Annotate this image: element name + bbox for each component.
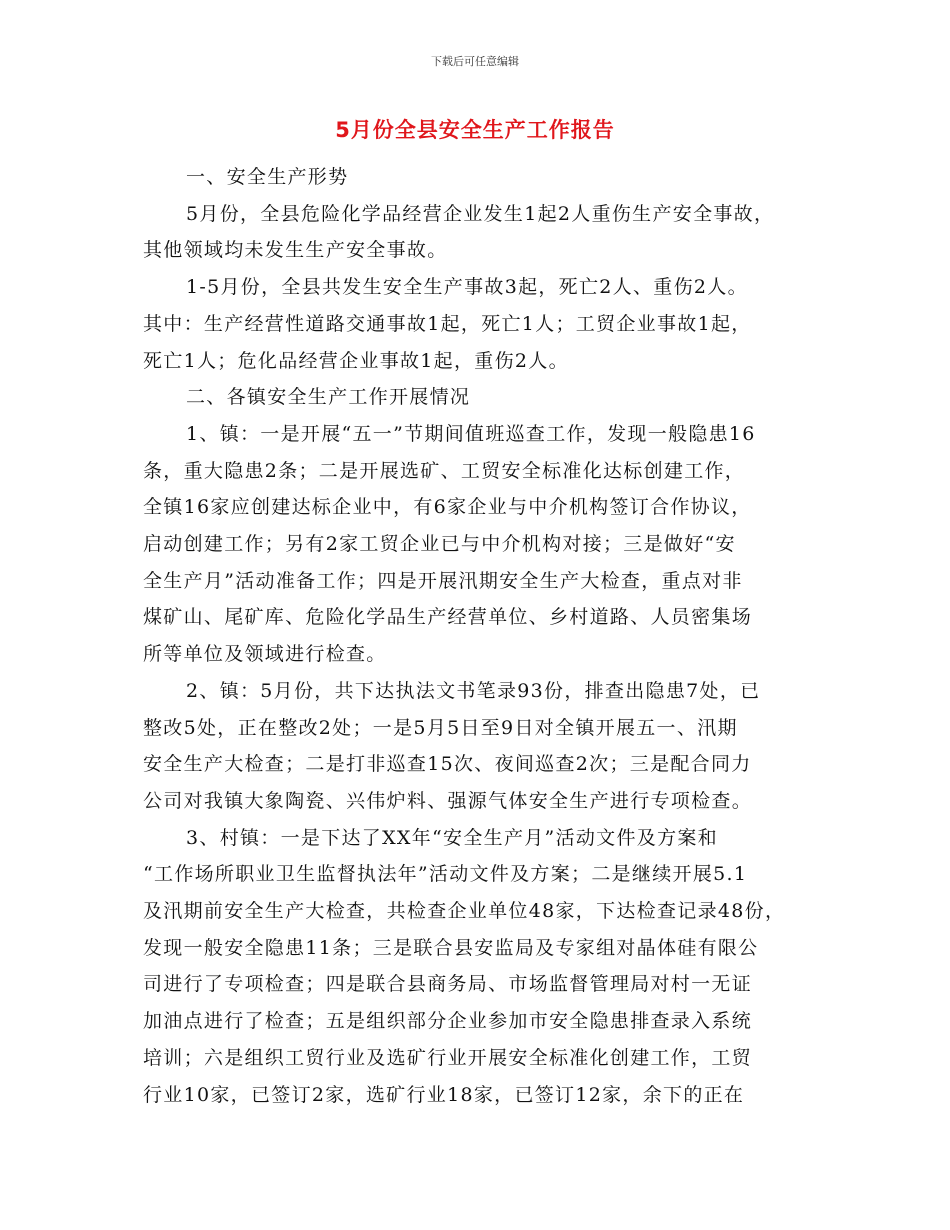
body-line: 加油点进行了检查；五是组织部分企业参加市安全隐患排查录入系统 (143, 1010, 753, 1033)
document-body (143, 159, 823, 1113)
body-line: 3、村镇：一是下达了XX年“安全生产月”活动文件及方案和 (186, 826, 718, 849)
body-line: 行业10家，已签订2家，选矿行业18家，已签订12家，余下的正在 (143, 1083, 745, 1106)
body-line: 全镇16家应创建达标企业中，有6家企业与中介机构签订合作协议， (143, 496, 752, 519)
body-line: 发现一般安全隐患11条；三是联合县安监局及专家组对晶体硅有限公 (143, 936, 759, 959)
body-line: 一、安全生产形势 (186, 166, 349, 188)
body-line: 及汛期前安全生产大检查，共检查企业单位48家，下达检查记录48份， (143, 900, 786, 923)
body-line: 其中：生产经营性道路交通事故1起，死亡1人；工贸企业事故1起， (143, 312, 752, 335)
body-line: “工作场所职业卫生监督执法年”活动文件及方案；二是继续开展5.1 (143, 863, 748, 886)
body-line: 1、镇：一是开展“五一”节期间值班巡查工作，发现一般隐患16 (186, 422, 756, 445)
body-line: 全生产月”活动准备工作；四是开展汛期安全生产大检查，重点对非 (143, 569, 743, 592)
body-line: 其他领域均未发生生产安全事故。 (143, 239, 448, 262)
body-line: 公司对我镇大象陶瓷、兴伟炉料、强源气体安全生产进行专项检查。 (143, 789, 753, 812)
body-line: 二、各镇安全生产工作开展情况 (186, 386, 471, 409)
document-title: 5月份全县安全生产工作报告 (335, 118, 615, 142)
body-line: 培训；六是组织工贸行业及选矿行业开展安全标准化创建工作，工贸 (143, 1046, 753, 1069)
body-line: 启动创建工作；另有2家工贸企业已与中介机构对接；三是做好“安 (143, 533, 736, 556)
body-line: 1-5月份，全县共发生安全生产事故3起，死亡2人、重伤2人。 (186, 276, 748, 299)
body-line: 所等单位及领域进行检查。 (143, 643, 387, 666)
body-line: 5月份，全县危险化学品经营企业发生1起2人重伤生产安全事故， (186, 202, 775, 225)
body-line: 死亡1人；危化品经营企业事故1起，重伤2人。 (143, 349, 569, 372)
body-line: 煤矿山、尾矿库、危险化学品生产经营单位、乡村道路、人员密集场 (143, 606, 753, 629)
body-line: 条，重大隐患2条；二是开展选矿、工贸安全标准化达标创建工作， (143, 459, 746, 482)
body-line: 整改5处，正在整改2处；一是5月5日至9日对全镇开展五一、汛期 (143, 716, 738, 739)
body-line: 安全生产大检查；二是打非巡查15次、夜间巡查2次；三是配合同力 (143, 753, 752, 776)
body-line: 司进行了专项检查；四是联合县商务局、市场监督管理局对村一无证 (143, 973, 753, 996)
header-note: 下载后可任意编辑 (431, 55, 519, 68)
body-line: 2、镇：5月份，共下达执法文书笔录93份，排查出隐患7处，已 (186, 679, 761, 702)
